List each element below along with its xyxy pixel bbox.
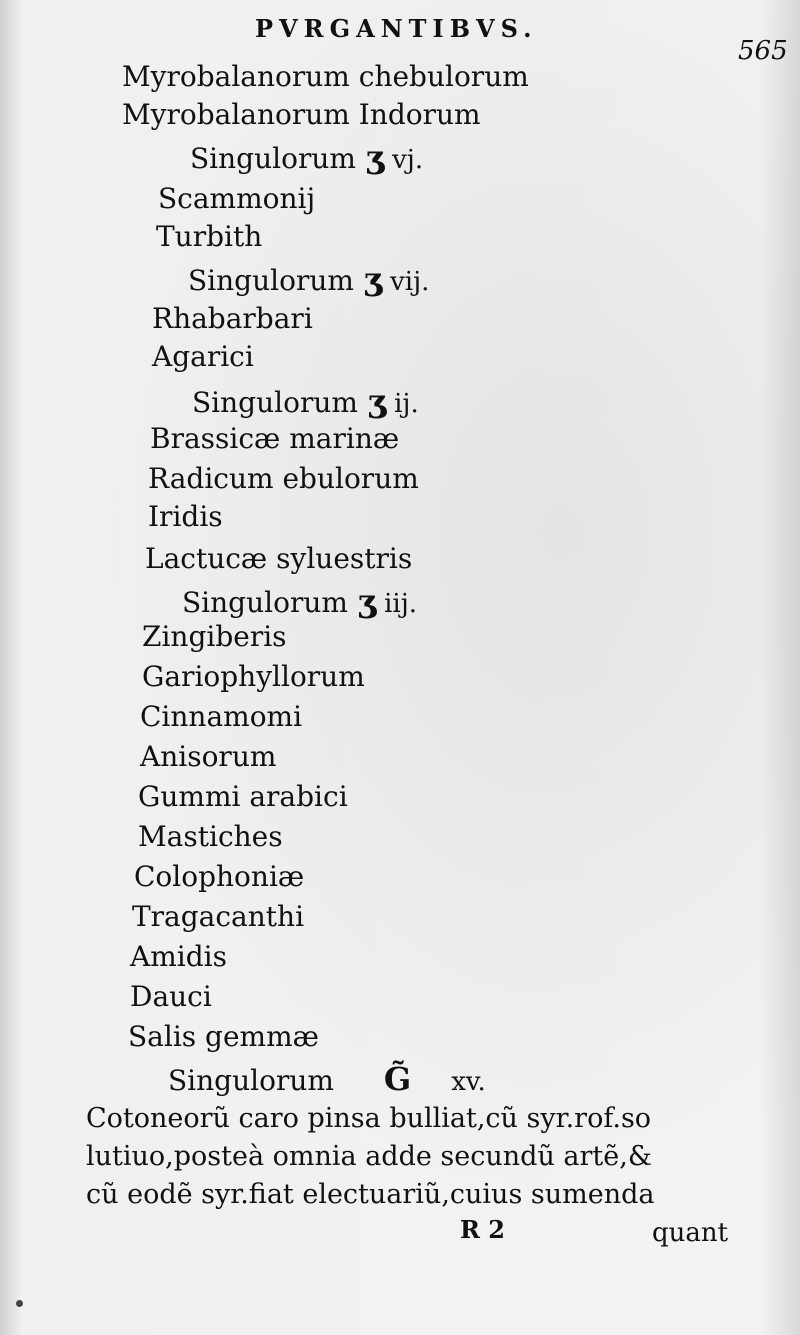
paragraph-line: Cotoneorũ caro pinsa bulliat,cũ syr.rof.so [86, 1103, 652, 1134]
list-item: Rhabarbari [152, 302, 313, 335]
dosage-line: Singulorum ʒ ij. [192, 382, 419, 420]
list-item: Lactucæ syluestris [145, 542, 413, 575]
list-item: Amidis [130, 940, 227, 973]
list-item: Salis gemmæ [128, 1020, 319, 1053]
list-item: Cinnamomi [140, 700, 303, 733]
dram-symbol: ʒ [357, 582, 377, 620]
list-item: Tragacanthi [132, 900, 305, 933]
ink-speck [16, 1300, 23, 1307]
dosage-line: Singulorum ʒ iij. [182, 582, 418, 620]
bleed-through-text [470, 60, 770, 340]
list-item: Brassicæ marinæ [150, 422, 400, 455]
list-item: Colophoniæ [134, 860, 305, 893]
dosage-line: Singulorum ʒ vj. [190, 138, 424, 176]
ounce-symbol: G̃ [383, 1060, 412, 1098]
dosage-line: Singulorum ʒ vij. [188, 260, 430, 298]
list-item: Gummi arabici [138, 780, 348, 813]
list-item: Turbith [156, 220, 263, 253]
list-item: Myrobalanorum chebulorum [122, 60, 529, 93]
dram-symbol: ʒ [363, 260, 383, 298]
dram-symbol: ʒ [365, 138, 385, 176]
list-item: Radicum ebulorum [148, 462, 419, 495]
paragraph-line: lutiuo,posteà omnia adde secundũ artẽ,& [86, 1141, 652, 1172]
list-item: Anisorum [140, 740, 277, 773]
dram-symbol: ʒ [367, 382, 387, 420]
list-item: Agarici [152, 340, 254, 373]
catchword: quant [652, 1218, 729, 1248]
list-item: Mastiches [138, 820, 283, 853]
list-item: Scammonij [158, 182, 316, 215]
running-head: PVRGANTIBVS. [255, 14, 538, 43]
page-number: 565 [738, 36, 788, 66]
paragraph-line: cũ eodẽ syr.fiat electuariũ,cuius sumenda [86, 1179, 655, 1210]
list-item: Dauci [130, 980, 212, 1013]
list-item: Iridis [148, 500, 223, 533]
list-item: Zingiberis [142, 620, 287, 653]
list-item: Gariophyllorum [142, 660, 365, 693]
list-item: Myrobalanorum Indorum [122, 98, 481, 131]
dosage-line: Singulorum G̃ xv. [168, 1060, 486, 1098]
signature-mark: R 2 [460, 1215, 505, 1244]
